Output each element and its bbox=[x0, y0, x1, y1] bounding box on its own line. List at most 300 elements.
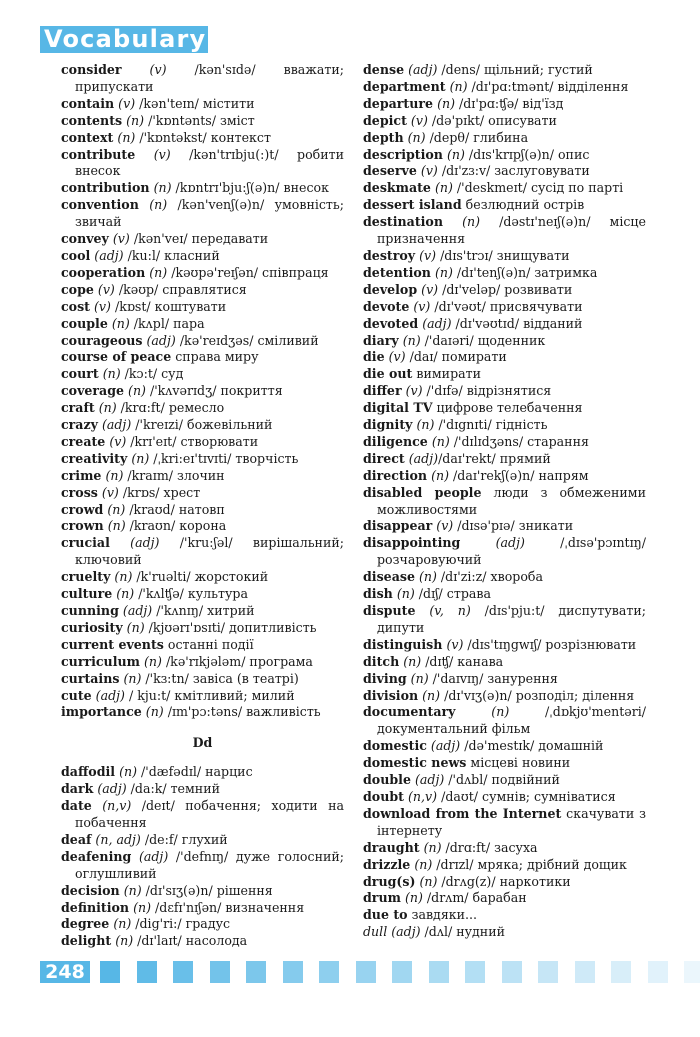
transcription-translation: /'dɪfə/ відрізнятися bbox=[422, 383, 552, 399]
part-of-speech: (v) bbox=[112, 231, 130, 247]
transcription-translation: останні події bbox=[167, 636, 254, 652]
part-of-speech: (v) bbox=[97, 281, 115, 297]
part-of-speech: (adj) bbox=[408, 62, 438, 77]
vocab-entry bbox=[363, 688, 646, 705]
headword: deaf bbox=[61, 831, 92, 847]
headword: department bbox=[363, 78, 446, 94]
vocab-entry bbox=[61, 366, 344, 383]
transcription-translation: /ku:l/ класний bbox=[123, 247, 220, 263]
part-of-speech: (n) bbox=[446, 146, 465, 162]
part-of-speech: (v) bbox=[421, 281, 439, 297]
footer-square bbox=[465, 961, 485, 983]
headword: cost bbox=[61, 298, 90, 314]
headword: domestic news bbox=[363, 755, 467, 771]
part-of-speech: (n) bbox=[144, 653, 162, 669]
transcription-translation: /dɪ'laɪt/ насолода bbox=[133, 933, 248, 949]
part-of-speech: (v) bbox=[109, 433, 127, 449]
vocab-entry bbox=[61, 316, 344, 333]
footer-square bbox=[684, 961, 700, 983]
transcription-translation: /ɪm'pɔ:təns/ важливість bbox=[163, 704, 321, 720]
headword: context bbox=[61, 129, 114, 145]
part-of-speech: dull (adj) bbox=[363, 924, 421, 940]
transcription-translation: /kən'teɪn/ містити bbox=[135, 95, 255, 111]
part-of-speech: (n) bbox=[410, 670, 429, 686]
headword: convention bbox=[61, 197, 139, 213]
headword: cunning bbox=[61, 603, 119, 618]
headword: crime bbox=[61, 467, 102, 483]
part-of-speech: (adj) bbox=[138, 848, 169, 864]
part-of-speech: (v, n) bbox=[429, 603, 471, 618]
vocab-entry bbox=[61, 349, 344, 366]
headword: drum bbox=[363, 890, 401, 906]
transcription-translation: /kən'sɪdə/ вважати; припускати bbox=[75, 62, 344, 94]
part-of-speech: (n,v) bbox=[408, 788, 438, 804]
vocab-entry bbox=[363, 924, 646, 941]
vocab-entry bbox=[363, 383, 646, 400]
vocab-entry bbox=[363, 468, 646, 485]
headword: disabled people bbox=[363, 484, 482, 500]
part-of-speech: (v) bbox=[101, 484, 119, 500]
headword: court bbox=[61, 366, 99, 382]
part-of-speech: (v) bbox=[388, 349, 406, 365]
footer-square bbox=[173, 961, 193, 983]
transcription-translation: /'dɪgnɪti/ гідність bbox=[434, 417, 548, 433]
transcription-translation: /'deskmeɪt/ сусід по парті bbox=[452, 180, 624, 196]
part-of-speech: (adj) bbox=[95, 687, 125, 703]
part-of-speech: (n) bbox=[414, 856, 433, 872]
headword: decision bbox=[61, 882, 120, 898]
transcription-translation: /'kru:ʃəl/ вирішальний; ключовий bbox=[75, 535, 344, 568]
page-title: Vocabulary bbox=[44, 25, 207, 53]
vocab-entry bbox=[363, 299, 646, 316]
vocab-entry bbox=[61, 468, 344, 485]
headword: curriculum bbox=[61, 653, 140, 669]
vocab-entry bbox=[61, 637, 344, 654]
part-of-speech: (n) bbox=[396, 586, 415, 602]
vocab-entry bbox=[61, 849, 344, 883]
page-number: 248 bbox=[40, 961, 90, 983]
transcription-translation: /dɪ'zɜ:v/ заслуговувати bbox=[437, 163, 590, 179]
vocab-entry bbox=[363, 654, 646, 671]
part-of-speech: (v) bbox=[94, 298, 111, 314]
vocab-entry bbox=[61, 586, 344, 603]
transcription-translation: /'kʌvərɪdʒ/ покриття bbox=[145, 383, 283, 399]
vocab-entry bbox=[363, 130, 646, 147]
part-of-speech: (n) bbox=[119, 764, 138, 780]
footer-square bbox=[538, 961, 558, 983]
part-of-speech: (n) bbox=[105, 467, 124, 483]
part-of-speech: (adj) bbox=[130, 535, 160, 551]
vocab-entry bbox=[363, 366, 646, 383]
part-of-speech: (v) bbox=[149, 62, 167, 77]
vocab-entry bbox=[61, 265, 344, 282]
vocab-entry bbox=[61, 832, 344, 849]
vocab-entry bbox=[363, 535, 646, 569]
transcription-translation: /dɪ'vəʊt/ присвячувати bbox=[430, 298, 583, 314]
transcription-translation: /dig'ri:/ градус bbox=[131, 916, 231, 932]
vocab-entry bbox=[61, 764, 344, 781]
transcription-translation: скачувати з інтернету bbox=[377, 805, 646, 838]
vocab-entry bbox=[61, 900, 344, 917]
vocab-entry bbox=[363, 586, 646, 603]
transcription-translation: /dɪ'vəʊtɪd/ відданий bbox=[451, 315, 583, 331]
part-of-speech: (n) bbox=[123, 670, 142, 686]
headword: create bbox=[61, 433, 106, 449]
headword: date bbox=[61, 798, 92, 814]
part-of-speech: (adj) bbox=[97, 781, 127, 797]
part-of-speech: (n) bbox=[422, 687, 441, 703]
transcription-translation: /dens/ щільний; густий bbox=[437, 62, 593, 77]
part-of-speech: (n) bbox=[403, 653, 422, 669]
headword: destination bbox=[363, 214, 443, 230]
part-of-speech: (adj) bbox=[146, 332, 176, 348]
vocab-entry bbox=[61, 654, 344, 671]
transcription-translation: /dɪʃ/ страва bbox=[414, 586, 491, 602]
transcription-translation: /kɒntrɪ'bju:ʃ(ə)n/ внесок bbox=[171, 180, 329, 196]
headword: contribution bbox=[61, 180, 150, 196]
transcription-translation: /krɑ:ft/ ремесло bbox=[116, 400, 225, 416]
headword: diary bbox=[363, 332, 399, 348]
vocab-entry bbox=[363, 451, 646, 468]
vocab-entry bbox=[61, 197, 344, 231]
vocab-entry bbox=[363, 197, 646, 214]
vocab-entry bbox=[363, 214, 646, 248]
headword: crowd bbox=[61, 501, 104, 517]
part-of-speech: (n) bbox=[133, 899, 152, 915]
headword: cross bbox=[61, 484, 98, 500]
part-of-speech: (n, adj) bbox=[95, 831, 141, 847]
right-column bbox=[363, 62, 646, 941]
transcription-translation: /'kɒntəkst/ контекст bbox=[135, 129, 271, 145]
vocab-entry bbox=[61, 671, 344, 688]
footer-square bbox=[611, 961, 631, 983]
vocab-entry bbox=[363, 434, 646, 451]
vocab-entry bbox=[363, 417, 646, 434]
headword: creativity bbox=[61, 450, 128, 466]
transcription-translation: /ˌdɒkjʊ'mentəri/ документальний фільм bbox=[377, 704, 646, 737]
headword: diving bbox=[363, 670, 407, 686]
transcription-translation: /ˌdɪsə'pɔɪntɪŋ/ розчаровуючий bbox=[377, 535, 646, 568]
part-of-speech: (n) bbox=[145, 704, 164, 720]
page-header bbox=[40, 26, 206, 53]
transcription-translation: безлюдний острів bbox=[465, 197, 585, 213]
transcription-translation: /kɔ:t/ суд bbox=[120, 366, 184, 382]
part-of-speech: (v) bbox=[419, 247, 437, 263]
footer-square bbox=[502, 961, 522, 983]
part-of-speech: (adj) bbox=[495, 535, 525, 551]
transcription-translation: /k'ruəlti/ жорстокий bbox=[132, 569, 269, 585]
vocab-entry bbox=[61, 518, 344, 535]
vocab-entry bbox=[61, 916, 344, 933]
transcription-translation: /kən'trɪbju(:)t/ робити внесок bbox=[75, 146, 344, 179]
transcription-translation: /dɪs'krɪpʃ(ə)n/ опис bbox=[464, 146, 590, 162]
headword: cooperation bbox=[61, 264, 146, 280]
part-of-speech: (n) bbox=[98, 400, 117, 416]
footer-square bbox=[392, 961, 412, 983]
part-of-speech: (n) bbox=[153, 180, 172, 196]
headword: consider bbox=[61, 62, 122, 77]
headword: coverage bbox=[61, 383, 125, 399]
transcription-translation: /dɪs'tɪŋgwɪʃ/ розрізнювати bbox=[463, 636, 637, 652]
transcription-translation: /drʌg(z)/ наркотики bbox=[437, 873, 571, 889]
headword: drizzle bbox=[363, 856, 411, 872]
vocab-entry bbox=[363, 704, 646, 738]
transcription-translation: /dɪ'sɪʒ(ə)n/ рішення bbox=[141, 882, 273, 898]
headword: departure bbox=[363, 95, 434, 111]
vocab-entry bbox=[363, 147, 646, 164]
part-of-speech: (n) bbox=[126, 619, 145, 635]
vocab-entry bbox=[61, 113, 344, 130]
vocab-entry bbox=[363, 518, 646, 535]
transcription-translation: /kʌpl/ пара bbox=[129, 315, 205, 331]
transcription-translation: /depθ/ глибина bbox=[425, 129, 529, 145]
part-of-speech: (adj) bbox=[414, 772, 445, 788]
headword: courageous bbox=[61, 332, 143, 348]
transcription-translation: /kraɪm/ злочин bbox=[123, 467, 225, 483]
part-of-speech: (n) bbox=[123, 882, 142, 898]
vocab-entry bbox=[363, 316, 646, 333]
part-of-speech: (n) bbox=[116, 586, 135, 602]
part-of-speech: (v) bbox=[420, 163, 438, 179]
transcription-translation: /dɪ'vɪʒ(ə)n/ розподіл; ділення bbox=[440, 687, 635, 703]
vocab-entry bbox=[363, 874, 646, 891]
transcription-translation: /daʊt/ сумнів; сумніватися bbox=[437, 788, 616, 804]
vocab-entry bbox=[363, 755, 646, 772]
transcription-translation: /daɪ'rekt/ прямий bbox=[438, 450, 551, 466]
headword: dessert island bbox=[363, 197, 462, 213]
transcription-translation: вимирати bbox=[416, 366, 481, 382]
part-of-speech: (n) bbox=[437, 95, 455, 111]
part-of-speech: (adj) bbox=[430, 738, 461, 754]
vocab-entry bbox=[363, 890, 646, 907]
part-of-speech: (n) bbox=[423, 839, 442, 855]
headword: differ bbox=[363, 383, 402, 399]
headword: direction bbox=[363, 467, 428, 483]
transcription-translation: місцеві новини bbox=[470, 755, 571, 771]
transcription-translation: /kə'rɪkjələm/ програма bbox=[161, 653, 313, 669]
headword: destroy bbox=[363, 247, 416, 263]
headword: double bbox=[363, 772, 411, 788]
part-of-speech: (n) bbox=[107, 518, 126, 534]
part-of-speech: (v) bbox=[405, 383, 423, 399]
vocab-entry bbox=[363, 248, 646, 265]
vocab-entry bbox=[61, 180, 344, 197]
vocab-entry bbox=[61, 933, 344, 950]
transcription-translation: /də'mestɪk/ домашній bbox=[460, 738, 604, 754]
vocab-entry bbox=[363, 840, 646, 857]
part-of-speech: (n) bbox=[418, 569, 437, 585]
headword: doubt bbox=[363, 788, 404, 804]
part-of-speech: (n) bbox=[149, 264, 168, 280]
part-of-speech: (n) bbox=[102, 366, 121, 382]
footer-square bbox=[356, 961, 376, 983]
vocab-entry bbox=[61, 535, 344, 569]
part-of-speech: (n) bbox=[434, 264, 453, 280]
headword: die out bbox=[363, 366, 413, 382]
vocab-entry bbox=[61, 603, 344, 620]
vocab-entry bbox=[363, 265, 646, 282]
headword: description bbox=[363, 146, 443, 162]
vocab-entry bbox=[61, 883, 344, 900]
headword: deserve bbox=[363, 163, 417, 179]
headword: ditch bbox=[363, 653, 400, 669]
footer-square bbox=[100, 961, 120, 983]
headword: degree bbox=[61, 916, 110, 932]
vocab-entry bbox=[363, 603, 646, 637]
headword: domestic bbox=[363, 738, 427, 754]
transcription-translation: /kən'veɪ/ передавати bbox=[129, 231, 269, 247]
vocab-entry bbox=[363, 333, 646, 350]
transcription-translation: /krɪ'eɪt/ створювати bbox=[126, 433, 259, 449]
vocab-entry bbox=[61, 248, 344, 265]
transcription-translation: /kjʊərɪ'ɒsɪti/ допитливість bbox=[144, 619, 317, 635]
transcription-translation: /dɪ'tenʃ(ə)n/ затримка bbox=[452, 264, 598, 280]
page-footer bbox=[40, 961, 680, 983]
part-of-speech: (adj) bbox=[408, 450, 439, 466]
vocab-entry bbox=[61, 451, 344, 468]
transcription-translation: /daɪ'rekʃ(ə)n/ напрям bbox=[449, 467, 589, 483]
headword: depict bbox=[363, 112, 407, 128]
part-of-speech: (n) bbox=[416, 417, 435, 433]
transcription-translation: /dɪs'pju:t/ диспутувати; дипути bbox=[377, 603, 646, 635]
vocab-entry bbox=[61, 688, 344, 705]
headword: disappear bbox=[363, 518, 433, 534]
part-of-speech: (n) bbox=[419, 873, 438, 889]
vocab-entry bbox=[61, 383, 344, 400]
transcription-translation: /dʌl/ нудний bbox=[420, 924, 505, 940]
part-of-speech: (v) bbox=[118, 95, 136, 111]
part-of-speech: (v) bbox=[410, 112, 428, 128]
vocab-entry bbox=[61, 485, 344, 502]
part-of-speech: (n) bbox=[111, 315, 130, 331]
transcription-translation: /kən'venʃ(ə)n/ умовність; звичай bbox=[75, 197, 344, 230]
part-of-speech: (n) bbox=[117, 129, 136, 145]
vocab-entry bbox=[363, 62, 646, 79]
headword: crucial bbox=[61, 535, 110, 551]
headword: disease bbox=[363, 569, 415, 585]
footer-square bbox=[575, 961, 595, 983]
part-of-speech: (n) bbox=[107, 501, 126, 517]
part-of-speech: (n) bbox=[431, 433, 450, 449]
headword: importance bbox=[61, 704, 142, 720]
headword: dense bbox=[363, 62, 405, 77]
headword: dispute bbox=[363, 603, 416, 618]
transcription-translation: /dɪ'pɑ:ʧə/ від'їзд bbox=[455, 95, 564, 111]
headword: due to bbox=[363, 907, 408, 923]
vocab-entry bbox=[363, 96, 646, 113]
headword: cruelty bbox=[61, 569, 111, 585]
footer-square bbox=[137, 961, 157, 983]
transcription-translation: /ˌkri:eɪ'tɪvɪti/ творчість bbox=[149, 450, 299, 466]
transcription-translation: /kɒst/ коштувати bbox=[110, 298, 227, 314]
headword: deskmate bbox=[363, 180, 431, 196]
headword: devote bbox=[363, 298, 410, 314]
transcription-translation: /dɪ'pɑ:tmənt/ відділення bbox=[467, 78, 629, 94]
vocab-entry bbox=[61, 620, 344, 637]
left-column bbox=[61, 62, 344, 950]
headword: crazy bbox=[61, 417, 98, 433]
transcription-translation: /de:f/ глухий bbox=[140, 831, 228, 847]
vocab-entry bbox=[61, 299, 344, 316]
vocab-entry bbox=[363, 772, 646, 789]
transcription-translation: /kəʊp/ справлятися bbox=[114, 281, 247, 297]
part-of-speech: (v) bbox=[436, 518, 454, 534]
transcription-translation: /krɒs/ хрест bbox=[118, 484, 201, 500]
transcription-translation: / kju:t/ кмітливий; милий bbox=[124, 687, 295, 703]
transcription-translation: /'daɪvɪŋ/ занурення bbox=[428, 670, 558, 686]
vocab-entry bbox=[363, 79, 646, 96]
headword: dignity bbox=[363, 417, 413, 433]
transcription-translation: /'kʌlʧə/ культура bbox=[134, 586, 248, 602]
transcription-translation: /deɪt/ побачення; ходити на побачення bbox=[75, 798, 344, 830]
vocab-entry bbox=[363, 400, 646, 417]
part-of-speech: (v) bbox=[446, 636, 464, 652]
vocab-entry bbox=[363, 637, 646, 654]
headword: curtains bbox=[61, 670, 120, 686]
vocab-entry bbox=[61, 147, 344, 181]
vocab-entry bbox=[61, 502, 344, 519]
vocab-entry bbox=[363, 738, 646, 755]
part-of-speech: (v) bbox=[153, 146, 171, 162]
transcription-translation: /'kʌnɪŋ/ хитрий bbox=[152, 603, 255, 618]
part-of-speech: (adj) bbox=[422, 315, 452, 331]
headword: develop bbox=[363, 281, 418, 297]
transcription-translation: /'dæfədɪl/ нарцис bbox=[137, 764, 253, 780]
part-of-speech: (n) bbox=[126, 112, 145, 128]
headword: convey bbox=[61, 231, 109, 247]
part-of-speech: (n) bbox=[114, 569, 133, 585]
part-of-speech: (n) bbox=[462, 214, 480, 230]
transcription-translation: /'dʌbl/ подвійний bbox=[444, 772, 560, 788]
vocab-entry bbox=[61, 231, 344, 248]
part-of-speech: (n) bbox=[113, 916, 132, 932]
part-of-speech: (n) bbox=[434, 180, 453, 196]
vocab-entry bbox=[61, 417, 344, 434]
headword: digital TV bbox=[363, 400, 433, 416]
vocab-entry bbox=[363, 282, 646, 299]
transcription-translation: /dɛfɪ'nɪʃən/ визначення bbox=[151, 899, 305, 915]
footer-square bbox=[429, 961, 449, 983]
transcription-translation: /daɪ/ помирати bbox=[405, 349, 507, 365]
headword: drug(s) bbox=[363, 873, 416, 889]
transcription-translation: люди з обмеженими можливостями bbox=[377, 484, 646, 517]
headword: current events bbox=[61, 636, 164, 652]
transcription-translation: /'kɒntənts/ зміст bbox=[144, 112, 255, 128]
transcription-translation: /drɪzl/ мряка; дрібний дощик bbox=[432, 856, 627, 872]
part-of-speech: (n) bbox=[491, 704, 510, 720]
headword: contribute bbox=[61, 146, 136, 162]
transcription-translation: /drʌm/ барабан bbox=[422, 890, 527, 906]
part-of-speech: (adj) bbox=[94, 247, 124, 263]
vocab-entry bbox=[61, 400, 344, 417]
transcription-translation: /'dɪlɪdʒəns/ старання bbox=[449, 433, 589, 449]
vocab-entry bbox=[61, 704, 344, 721]
headword: dark bbox=[61, 781, 94, 797]
vocab-entry bbox=[61, 434, 344, 451]
headword: dish bbox=[363, 586, 393, 602]
headword: contain bbox=[61, 95, 115, 111]
headword: die bbox=[363, 349, 385, 365]
footer-square bbox=[648, 961, 668, 983]
headword: deafening bbox=[61, 848, 132, 864]
part-of-speech: (n) bbox=[431, 467, 450, 483]
transcription-translation: /kraʊd/ натовп bbox=[125, 501, 225, 517]
transcription-translation: /'kreɪzi/ божевільний bbox=[131, 417, 273, 433]
headword: curiosity bbox=[61, 619, 123, 635]
vocab-entry bbox=[61, 130, 344, 147]
transcription-translation: /dɪs'trɔɪ/ знищувати bbox=[436, 247, 570, 263]
vocab-entry bbox=[61, 798, 344, 832]
